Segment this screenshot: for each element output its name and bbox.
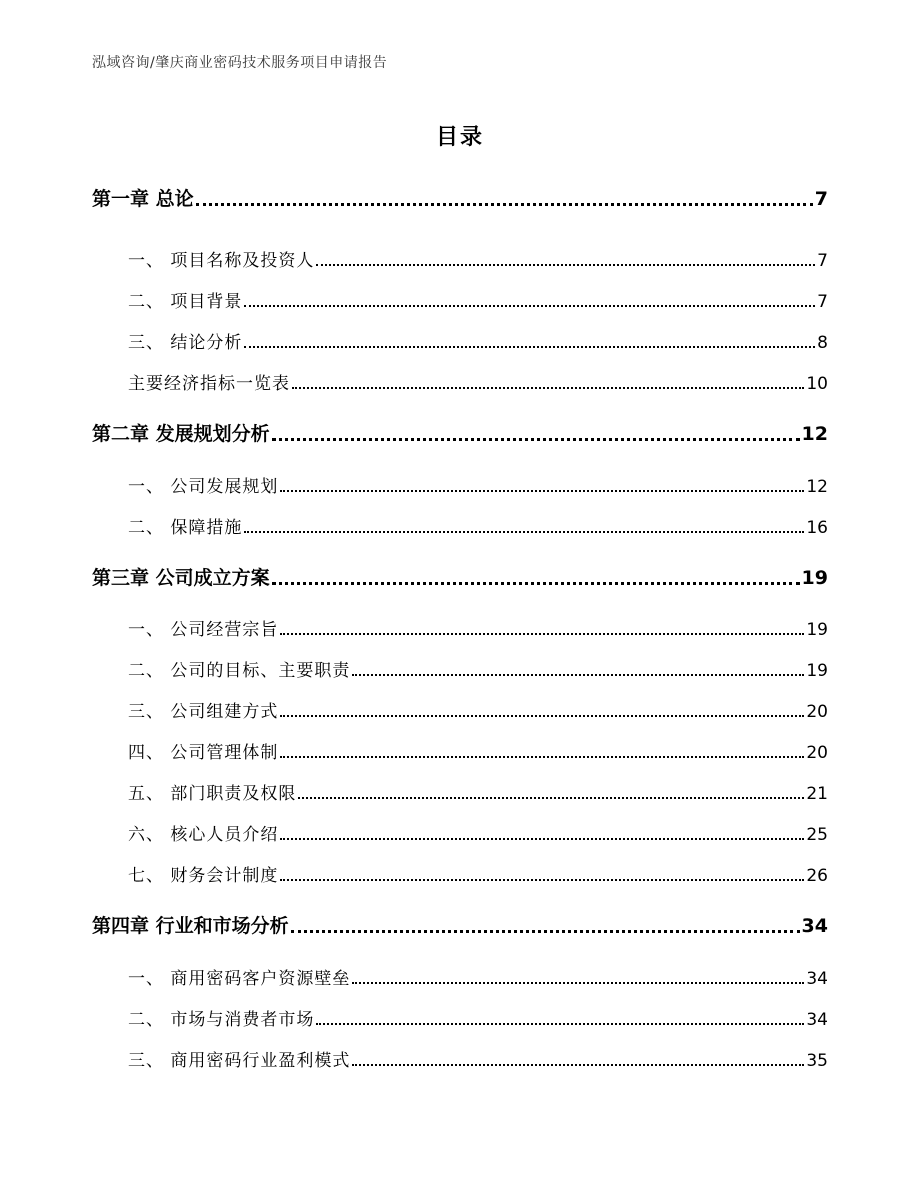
toc-entry-page: 12 (801, 423, 828, 445)
toc-entry[interactable] (128, 513, 828, 538)
toc-entry-label: 五、 部门职责及权限 (128, 784, 297, 804)
dot-leader (244, 346, 815, 348)
toc-entry-page: 26 (806, 866, 828, 886)
dot-leader (272, 438, 800, 441)
toc-entry-label: 二、 项目背景 (128, 292, 243, 312)
dot-leader (316, 264, 815, 266)
toc-entry-page: 19 (806, 661, 828, 681)
toc-entry-label: 第三章 公司成立方案 (92, 567, 270, 589)
dot-leader (280, 715, 804, 717)
toc-entry-page: 20 (806, 743, 828, 763)
toc-entry-page: 34 (806, 1010, 828, 1030)
running-header: 泓域咨询/肇庆商业密码技术服务项目申请报告 (92, 55, 388, 71)
dot-leader (196, 203, 813, 206)
toc-entry-page: 19 (801, 567, 828, 589)
toc-entry-page: 8 (817, 333, 828, 353)
dot-leader (291, 930, 800, 933)
toc-entry-label: 第一章 总论 (92, 188, 194, 210)
toc-entry-page: 20 (806, 702, 828, 722)
dot-leader (298, 797, 804, 799)
toc-entry-label: 二、 市场与消费者市场 (128, 1010, 315, 1030)
dot-leader (280, 879, 804, 881)
toc-entry[interactable] (128, 615, 828, 640)
toc-entry-label: 四、 公司管理体制 (128, 743, 279, 763)
dot-leader (280, 633, 804, 635)
toc-title: 目录 (435, 125, 484, 150)
toc-entry-page: 7 (817, 292, 828, 312)
dot-leader (280, 756, 804, 758)
toc-entry[interactable] (128, 369, 828, 394)
toc-entry-label: 第四章 行业和市场分析 (92, 915, 289, 937)
toc-entry[interactable] (128, 1005, 828, 1030)
dot-leader (352, 982, 804, 984)
toc-entry[interactable] (92, 911, 828, 938)
toc-entry[interactable] (128, 861, 828, 886)
toc-entry[interactable] (128, 820, 828, 845)
dot-leader (292, 387, 804, 389)
toc-entry[interactable] (92, 184, 828, 211)
toc-entry[interactable] (128, 697, 828, 722)
toc-entry-page: 7 (814, 188, 828, 210)
toc-entry-label: 三、 商用密码行业盈利模式 (128, 1051, 351, 1071)
toc-entry[interactable] (128, 472, 828, 497)
toc-entry-label: 一、 商用密码客户资源壁垒 (128, 969, 351, 989)
toc-entry-page: 34 (806, 969, 828, 989)
toc-entry-page: 35 (806, 1051, 828, 1071)
toc-entry-label: 三、 结论分析 (128, 333, 243, 353)
toc-entry[interactable] (128, 964, 828, 989)
toc-entry[interactable] (128, 779, 828, 804)
dot-leader (244, 531, 804, 533)
toc-entry-page: 16 (806, 518, 828, 538)
toc-entry[interactable] (92, 419, 828, 446)
dot-leader (316, 1023, 804, 1025)
toc-entry-label: 六、 核心人员介绍 (128, 825, 279, 845)
toc-entry[interactable] (128, 287, 828, 312)
toc-entry-label: 第二章 发展规划分析 (92, 423, 270, 445)
toc-entry-label: 三、 公司组建方式 (128, 702, 279, 722)
toc-entry-page: 21 (806, 784, 828, 804)
toc-entry-label: 七、 财务会计制度 (128, 866, 279, 886)
toc-entry[interactable] (128, 738, 828, 763)
dot-leader (352, 1064, 804, 1066)
dot-leader (280, 838, 804, 840)
toc-entry-label: 二、 公司的目标、主要职责 (128, 661, 351, 681)
toc-entry[interactable] (128, 656, 828, 681)
toc-entry-label: 主要经济指标一览表 (128, 374, 290, 394)
dot-leader (352, 674, 804, 676)
toc-entry-label: 一、 项目名称及投资人 (128, 251, 315, 271)
dot-leader (244, 305, 815, 307)
toc-entry[interactable] (92, 563, 828, 590)
toc-entry-page: 19 (806, 620, 828, 640)
dot-leader (280, 490, 804, 492)
toc-entry[interactable] (128, 246, 828, 271)
dot-leader (272, 582, 800, 585)
toc-entry-page: 12 (806, 477, 828, 497)
toc-entry-page: 7 (817, 251, 828, 271)
toc-entry[interactable] (128, 1046, 828, 1071)
toc-entry-label: 一、 公司经营宗旨 (128, 620, 279, 640)
toc-entry-page: 10 (806, 374, 828, 394)
toc-entry-label: 一、 公司发展规划 (128, 477, 279, 497)
toc-entry[interactable] (128, 328, 828, 353)
toc-entry-label: 二、 保障措施 (128, 518, 243, 538)
toc-entry-page: 34 (801, 915, 828, 937)
toc-entry-page: 25 (806, 825, 828, 845)
